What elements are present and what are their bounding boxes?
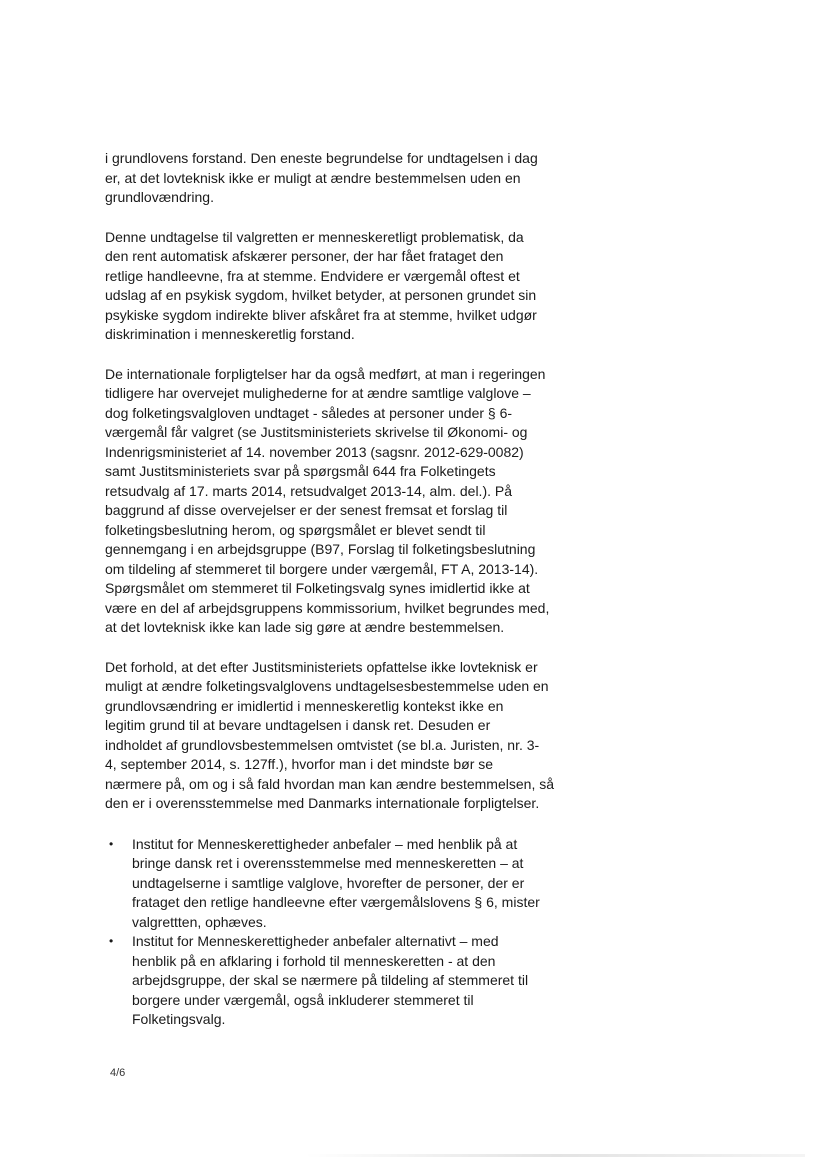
text-line: Spørgsmålet om stemmeret til Folketingsvalg synes imidlertid ikke at	[105, 580, 530, 596]
text-line: retlige handleevne, fra at stemme. Endvidere er værgemål oftest et	[105, 267, 520, 284]
text-line: værgemål får valgret (se Justitsministeriets skrivelse til Økonomi- og	[105, 424, 528, 440]
scan-artifact	[305, 1154, 805, 1157]
text-line: tidligere har overvejet mulighederne for at ændre samtlige valglove –	[105, 385, 531, 401]
text-line: Indenrigsministeriet af 14. november 2013 (sagsnr. 2012-629-0082)	[105, 443, 524, 460]
text-line: at det lovteknisk ikke kan lade sig gøre at ændre bestemmelsen.	[105, 619, 505, 635]
text-line: baggrund af disse overvejelser er der senest fremsat et forslag til	[105, 502, 508, 518]
text-line: legitim grund til at bevare undtagelsen i dansk ret. Desuden er	[105, 717, 491, 733]
text-line: psykiske sygdom indirekte bliver afskåret fra at stemme, hvilket udgør	[105, 306, 537, 323]
text-line: De internationale forpligtelser har da også medført, at man i regeringen	[105, 365, 546, 382]
text-line: grundlovændring.	[105, 189, 214, 205]
text-line: valgrettten, ophæves.	[132, 913, 267, 930]
text-line: borgere under værgemål, også inkluderer stemmeret til	[132, 991, 474, 1008]
page-number: 4/6	[110, 1067, 126, 1079]
recommendation-item	[105, 835, 575, 933]
bullet-icon: •	[109, 836, 114, 851]
paragraph-exception-justification	[105, 149, 575, 208]
text-line: er, at det lovteknisk ikke er muligt at ændre bestemmelsen uden en	[105, 169, 521, 186]
text-line: Denne undtagelse til valgretten er menneskeretligt problematisk, da	[105, 228, 524, 245]
paragraph-human-rights-problem	[105, 228, 575, 345]
paragraph-ministry-position	[105, 658, 575, 814]
text-line: 4, september 2014, s. 127ff.), hvorfor man i det mindste bør se	[105, 756, 494, 772]
recommendation-item	[105, 932, 575, 1030]
document-body	[105, 149, 575, 1030]
text-line: være en del af arbejdsgruppens kommissorium, hvilket begrundes med,	[105, 599, 550, 616]
text-line: nærmere på, om og i så fald hvordan man kan ændre bestemmelsen, så	[105, 775, 555, 792]
text-line: den er i overensstemmelse med Danmarks internationale forpligtelser.	[105, 795, 540, 811]
recommendations-list	[105, 835, 575, 1030]
text-line: folketingsbeslutning herom, og spørgsmålet er blevet sendt til	[105, 521, 486, 538]
text-line: udslag af en psykisk sygdom, hvilket betyder, at personen grundet sin	[105, 287, 537, 303]
text-line: retsudvalg af 17. marts 2014, retsudvalget 2013-14, alm. del.). På	[105, 482, 513, 499]
text-line: om tildeling af stemmeret til borgere under værgemål, FT A, 2013-14).	[105, 560, 539, 577]
text-line: Institut for Menneskerettigheder anbefaler alternativt – med	[132, 933, 499, 949]
text-line: bringe dansk ret i overensstemmelse med menneskeretten – at	[132, 855, 524, 871]
text-line: henblik på en afklaring i forhold til menneskeretten - at den	[132, 952, 496, 969]
text-line: muligt at ændre folketingsvalglovens undtagelsesbestemmelse uden en	[105, 678, 549, 694]
text-line: Det forhold, at det efter Justitsministeriets opfattelse ikke lovteknisk er	[105, 658, 538, 675]
text-line: diskrimination i menneskeretlig forstand.	[105, 326, 355, 342]
text-line: undtagelserne i samtlige valglove, hvorefter de personer, der er	[132, 874, 525, 891]
text-line: arbejdsgruppe, der skal se nærmere på tildeling af stemmeret til	[132, 972, 529, 988]
paragraph-international-obligations	[105, 365, 575, 638]
text-line: samt Justitsministeriets svar på spørgsmål 644 fra Folketingets	[105, 463, 496, 479]
text-line: grundlovsændring er imidlertid i menneskeretlig kontekst ikke en	[105, 697, 504, 714]
text-line: gennemgang i en arbejdsgruppe (B97, Forslag til folketingsbeslutning	[105, 541, 536, 557]
text-line: indholdet af grundlovsbestemmelsen omtvistet (se bl.a. Juristen, nr. 3-	[105, 736, 540, 753]
text-line: frataget den retlige handleevne efter værgemålslovens § 6, mister	[132, 894, 540, 910]
text-line: den rent automatisk afskærer personer, der har fået frataget den	[105, 248, 504, 264]
text-line: i grundlovens forstand. Den eneste begrundelse for undtagelsen i dag	[105, 150, 538, 166]
text-line: dog folketingsvalgloven undtaget - således at personer under § 6-	[105, 404, 513, 421]
bullet-icon: •	[109, 934, 114, 948]
text-line: Folketingsvalg.	[132, 1011, 226, 1027]
text-line: Institut for Menneskerettigheder anbefaler – med henblik på at	[132, 835, 518, 852]
